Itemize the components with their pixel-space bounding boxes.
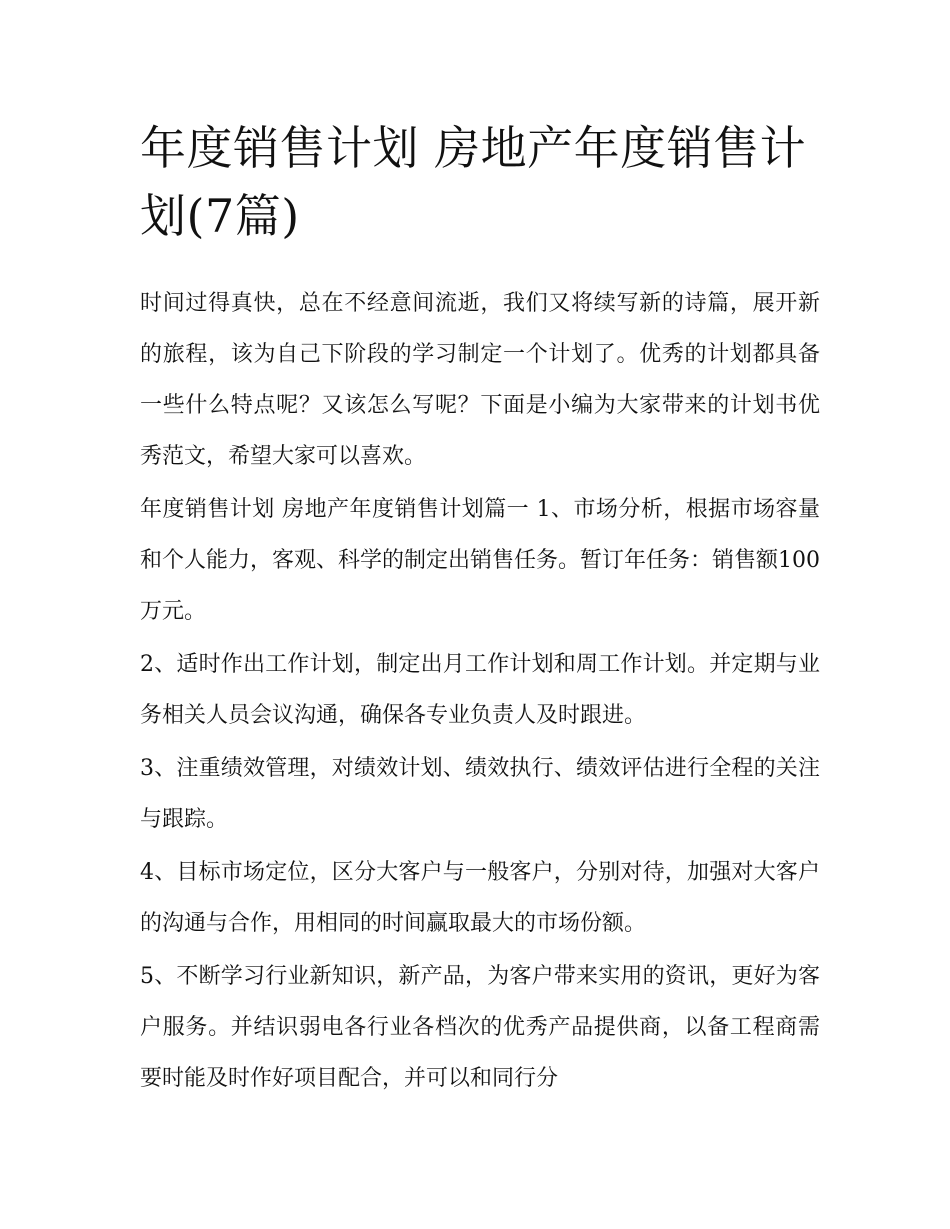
document-body (140, 278, 820, 1106)
paragraph-item-3: 3、注重绩效管理，对绩效计划、绩效执行、绩效评估进行全程的关注与跟踪。 (140, 756, 820, 832)
paragraph-item-2: 2、适时作出工作计划，制定出月工作计划和周工作计划。并定期与业务相关人员会议沟通，确保各专业负责人及时跟进。 (140, 652, 820, 728)
document-title: 年度销售计划 房地产年度销售计划(7篇) (140, 121, 807, 243)
paragraph-item-1: 年度销售计划 房地产年度销售计划篇一 1、市场分析，根据市场容量和个人能力，客观、科学的制定出销售任务。暂订年任务：销售额100万元。 (140, 497, 820, 624)
paragraph-intro: 时间过得真快，总在不经意间流逝，我们又将续写新的诗篇，展开新的旅程，该为自己下阶段的学习制定一个计划了。优秀的计划都具备一些什么特点呢？又该怎么写呢？下面是小编为大家带来的计划书优秀范文，希望大家可以喜欢。 (140, 291, 820, 469)
paragraph-item-4: 4、目标市场定位，区分大客户与一般客户，分别对待，加强对大客户的沟通与合作，用相同的时间赢取最大的市场份额。 (140, 860, 820, 936)
paragraph-item-5: 5、不断学习行业新知识，新产品，为客户带来实用的资讯，更好为客户服务。并结识弱电各行业各档次的优秀产品提供商，以备工程商需要时能及时作好项目配合，并可以和同行分 (140, 964, 820, 1091)
